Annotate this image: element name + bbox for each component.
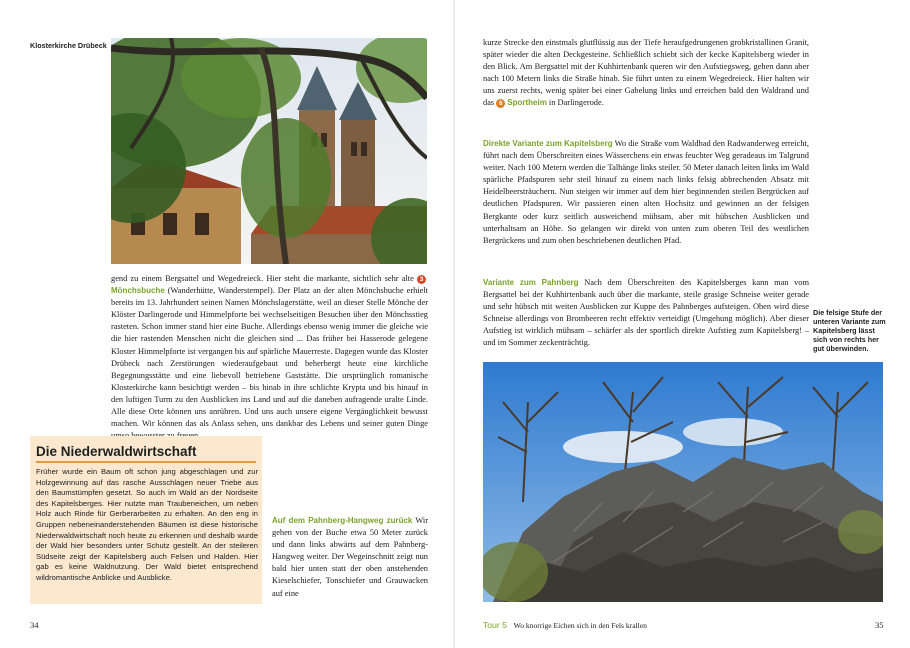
variant2-text: Nach dem Überschreiten des Kapitelsberges kann man vom Bergsattel bei der Kuhhirtenbank auch über die markante, steile grasige Schneise weiter gerade und sehr hübsch mit weiten Ausblicken zur Kuppe des Pahnberges aufsteigen. Oben wird diese Schneise allerdings von Brombeeren recht effektiv verteidigt (Umgehung möglich). Aber dieser Aufstieg ist wirklich mühsam – schärfer als der sportlich direkte Aufstieg zum Kapitelsberg! – und im Sommer zeckenträchtig. (483, 278, 810, 348)
page-number-right: 35 (875, 620, 884, 630)
variant1-text: Wo die Straße vom Waldbad den Radwanderweg erreicht, führt nach dem Überschreiten eines Wässerchens ein etwas feuchter Weg geradeaus im Talgrund weiter. Nach 100 Metern werden die Talhänge links steiler. 50 Meter danach leiten links im Wald spärliche Pfadspuren sehr steil hinauf zu einem nach links felsig abbrechenden Absatz mit Heidelbeersträuchern. Nun steigen wir immer auf dem hier beginnenden steilen Bergrücken auf deutlichen Pfadspuren. Wir passieren einen alten Hochsitz und gewinnen an der felsigen Bergkante oder kurz seitlich ausweichend mühsam, aber mit hübschen Ausblicken und unterhaltsam an Höhe. So gelangen wir direkt von unten zum oberen Teil des westlichen Bergrückens und zum oben beschriebenen deutlichen Pfad. (483, 139, 809, 245)
intro-text: kurze Strecke den einstmals glutflüssig aus der Tiefe heraufgedrungenen grobkristallinen Granit, später wieder die alten Deckgesteine. Schließlich schiebt sich der kecke Kapitelsberg wieder in den Blick. Am Bergsattel mit der Kuhhirtenbank queren wir den Aufstiegsweg, gehen dann aber nach 100 Metern links die Straße hinab. Sie führt unten zu einem Wegedreieck. Hier halten wir uns zuerst rechts, wenig später bei einer Gabelung links und erreichen bald den Waldrand und das (483, 38, 809, 108)
info-box-title: Die Niederwaldwirtschaft (36, 444, 197, 459)
church-photo (111, 38, 427, 264)
side-caption: Die felsige Stufe der unteren Variante zum Kapitelsberg lässt sich von rechts her gut überwinden. (813, 308, 886, 353)
right-page (455, 0, 910, 648)
mönchsbuche-description: (Wanderhütte, Wanderstempel). Der Platz an der alten Mönchsbuche erhielt bereits im 13. Jahrhundert seinen Namen Mönchslagerstätte, weil an dieser Stelle Mönche der Klöster Darlingerode und Himmelpforte bei wechselseitigen Besuchen über den Mönchsstieg rasteten. Schon immer stand hier eine Buche. Allerdings ebenso wenig immer die gleiche wie die hier rastenden Menschen nicht die gleichen sind ... Das früher bei Hasserode gelegene Kloster Himmelpforte ist vergangen bis auf spärliche Mauerreste. Dagegen wurde das Kloster Drübeck nach Zerstörungen wiederaufgebaut und beherbergt heute eine kirchliche Begegnungsstätte und eine liebevoll betriebene Gaststätte. Die ursprünglich romanische Klosterkirche kann besichtigt werden – bis hinab in ihre schlichte Krypta und bis hinauf in den luftigen Turm zu den Ausblicken ins Land und auf die daneben aufragende uralte Linde. Alle diese Orte können uns anrühren. Und uns auch unsere eigene Vergänglichkeit bewusst machen. Wir können das als Anlass sehen, uns dankbar des Lebens und seiner guten Dinge (111, 286, 429, 429)
footer-tour: Tour 5 (483, 620, 507, 630)
variant2-heading: Variante zum Pahnberg (483, 278, 579, 287)
variant1-heading: Direkte Variante zum Kapitelsberg (483, 139, 613, 148)
rock-photo (483, 362, 883, 602)
poi-name-sportheim: Sportheim (507, 98, 547, 108)
poi-name-mönchsbuche: Mönchsbuche (111, 286, 165, 296)
right-intro-text (483, 37, 809, 110)
left-main-text (111, 273, 428, 442)
poi-number-badge: 3 (417, 275, 426, 284)
info-box-rule (36, 461, 256, 463)
left-section-pahnberg (272, 515, 428, 600)
mönchsbuche-intro-text: gend zu einem Bergsattel und Wegedreieck. Hier steht die markante, sichtlich sehr alte (111, 274, 414, 283)
church-photo-icon (111, 38, 427, 264)
page-number-left: 34 (30, 620, 39, 630)
rock-photo-icon (483, 362, 883, 602)
footer-title: Wo knorrige Eichen sich in den Fels krallen (513, 621, 647, 630)
variant-direct-kapitelsberg (483, 138, 809, 247)
photo-caption: Klosterkirche Drübeck (30, 41, 107, 50)
poi-number-badge: 6 (496, 99, 505, 108)
info-box-text: Früher wurde ein Baum oft schon jung abgeschlagen und zur Holzgewinnung auf das rasche Ausschlagen neuer Triebe aus den Baumstümpfen gesetzt. So auch im Wald an der Nordseite des Kapitelsberges. Hier nutzte man Traubeneichen, um neben Holz auch Rinde für Gerberarbeiten zu erhalten. An den eng in Gruppen nebeneinanderstehenden Bäumen ist diese historische Niederwaldwirtschaft noch heute zu erkennen und deshalb wurde der Wald hier besonders unter Schutz gestellt. An der steileren Südseite zeigt der Kapitelsberg auch Felsen und Halden. Hier gab es keine Waldnutzung. Der Wald bietet entsprechend wildromantische Anblicke und Ausblicke. (36, 467, 258, 582)
page-footer (483, 620, 647, 630)
section-heading-pahnberg-hangweg: Auf dem Pahnberg-Hangweg zurück (272, 516, 413, 525)
variant-pahnberg (483, 277, 809, 350)
section-text-pahnberg-hangweg: Wir gehen von der Buche etwa 50 Meter zurück und dann links abwärts auf dem Pahnberg-Hangweg weiter. Der Wegeinschnitt zeigt nun bald hier unten statt der oben anstehenden Kieselschiefer, Tonschiefer und Grauwacken auf eine (272, 516, 428, 598)
intro-text-end: in Darlingerode. (548, 98, 604, 108)
info-box-niederwaldwirtschaft (30, 436, 262, 604)
